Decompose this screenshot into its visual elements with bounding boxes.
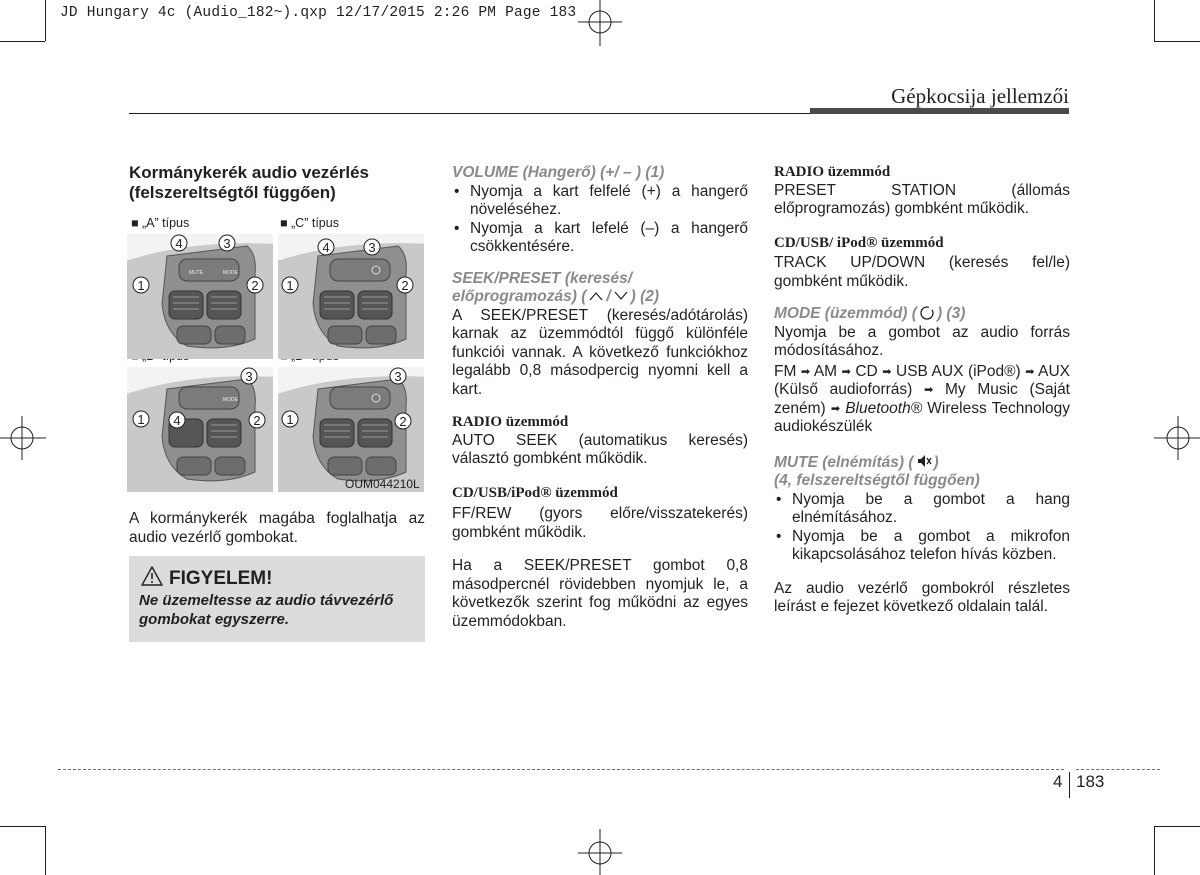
intro-text: A kormánykerék magába foglalhatja az audio vezérlő gombokat.: [129, 510, 425, 546]
radio-mode-heading: RADIO üzemmód: [452, 414, 569, 430]
chain-aux: AUX (Külső audioforrás): [774, 362, 1071, 398]
arrow-icon: ➡: [882, 365, 892, 378]
page-header-title: Gépkocsija jellemzői: [891, 84, 1069, 108]
right-cd-text: TRACK UP/DOWN (keresés fel/le) gombként működik.: [774, 254, 1070, 290]
seek-short-press-text: Ha a SEEK/PRESET gombot 0,8 másodpercnél rövidebben nyomjuk le, a következők szerint fog működni az egyes üzemmódokban.: [452, 557, 748, 630]
callout-a-4: 4: [175, 236, 183, 251]
chain-bluetooth-desc: Wireless Technology audiokészülék: [774, 399, 1070, 435]
left-column: [129, 163, 425, 203]
seek-heading-number: ) (2): [630, 288, 660, 305]
callout-a-2: 2: [251, 278, 259, 293]
footer-dashed-rule-left: [58, 769, 1064, 770]
closing-text: Az audio vezérlő gombokról részletes leírást e fejezet következő oldalain talál.: [774, 579, 1070, 615]
chain-fm: FM: [774, 362, 797, 380]
mode-text: Nyomja be a gombot az audio forrás módosításához.: [774, 323, 1070, 359]
mode-heading-number: ) (3): [936, 305, 966, 322]
arrow-icon: ➡: [830, 402, 841, 415]
footer-dashed-rule-right: [1076, 769, 1160, 770]
crop-mark-bottom-right-h: [1154, 826, 1200, 827]
warning-title: FIGYELEM!: [169, 568, 273, 589]
section-heading-line1: Kormánykerék audio vezérlés: [129, 163, 370, 182]
right-cd-heading: CD/USB/ iPod® üzemmód: [774, 234, 944, 251]
callout-b-2: 2: [253, 413, 261, 428]
svg-text:MUTE: MUTE: [189, 270, 204, 276]
right-radio-heading: RADIO üzemmód: [774, 164, 891, 180]
chevron-down-icon: [614, 291, 628, 301]
file-slug: JD Hungary 4c (Audio_182~).qxp 12/17/2015 2:26 PM Page 183: [60, 5, 577, 21]
callout-a-1: 1: [137, 278, 145, 293]
mode-source-chain: [774, 363, 1070, 437]
chapter-number: 4: [1053, 772, 1063, 791]
registration-mark-right-icon: [1152, 414, 1200, 462]
mute-heading-line2: (4, felszereltségtől függően): [774, 472, 980, 489]
middle-column: [452, 164, 748, 631]
page-number: 183: [1076, 772, 1105, 791]
callout-d-1: 1: [286, 412, 294, 427]
registration-mark-top-icon: [576, 0, 624, 48]
footer-separator: [1069, 772, 1070, 798]
mute-heading: [774, 453, 1070, 473]
cd-mode-text: FF/REW (gyors előre/visszatekerés) gombként működik.: [452, 505, 748, 541]
chain-am: AM: [813, 362, 838, 380]
figure-label-type-c: ■ „C” típus: [280, 216, 339, 230]
crop-mark-top-left-h: [0, 41, 45, 42]
crop-mark-bottom-left-v: [45, 826, 46, 875]
right-column: [774, 163, 1070, 617]
figure-label-type-a: ■ „A” típus: [131, 216, 190, 230]
left-intro: [129, 510, 425, 547]
svg-text:MODE: MODE: [223, 397, 238, 403]
cd-mode-heading: CD/USB/iPod® üzemmód: [452, 484, 618, 501]
arrow-icon: ➡: [841, 365, 851, 378]
mode-cycle-icon: [919, 305, 935, 321]
callout-c-3: 3: [368, 240, 376, 255]
callout-b-3: 3: [245, 369, 253, 384]
crop-mark-top-right-v: [1154, 0, 1155, 41]
volume-bullet-up: • Nyomja a kart felfelé (+) a hangerő növeléséhez.: [452, 183, 748, 220]
mute-heading-close: ): [933, 453, 939, 471]
right-radio-text: PRESET STATION (állomás előprogramozás) gombként működik.: [774, 181, 1070, 217]
chain-cd: CD: [855, 362, 878, 380]
registration-mark-left-icon: [0, 414, 48, 462]
callout-c-1: 1: [286, 278, 294, 293]
crop-mark-top-left-v: [45, 0, 46, 41]
seek-heading-slash: /: [606, 288, 611, 305]
steering-controls-figure: [127, 214, 427, 494]
volume-bullet-down: • Nyomja a kart lefelé (–) a hangerő csökkentésére.: [452, 220, 748, 257]
header-accent-bar: [810, 108, 1069, 114]
chain-usb-aux: USB AUX (iPod®): [896, 362, 1021, 380]
mute-heading-text: MUTE (elnémítás) (: [774, 453, 914, 471]
warning-text: Ne üzemeltesse az audio távvezérlő gombokat egyszerre.: [139, 592, 394, 628]
mute-speaker-icon: [916, 453, 932, 469]
arrow-icon: ➡: [1025, 365, 1035, 378]
svg-text:MODE: MODE: [223, 270, 238, 276]
crop-mark-bottom-right-v: [1154, 826, 1155, 875]
section-heading-line2: (felszereltségtől függően): [129, 183, 336, 202]
chevron-up-icon: [589, 291, 603, 301]
seek-paragraph: A SEEK/PRESET (keresés/adótárolás) karnak az üzemmódtól függő különféle funkciói vannak. A következő funkciókhoz legalább 0,8 másodpercig nyomni kell a kart.: [452, 306, 748, 398]
seek-heading-text: előprogramozás) (: [452, 288, 587, 305]
arrow-icon: ➡: [924, 384, 934, 396]
figure-callouts: [127, 214, 427, 494]
seek-heading-line2: [452, 288, 748, 307]
callout-a-3: 3: [223, 236, 231, 251]
volume-heading: VOLUME (Hangerő) (+/ – ) (1): [452, 164, 665, 181]
chain-bluetooth: Bluetooth®: [845, 399, 923, 417]
section-heading: [129, 163, 425, 203]
callout-d-3: 3: [394, 369, 402, 384]
callout-c-4: 4: [322, 240, 330, 255]
warning-box: [129, 556, 425, 642]
seek-heading-line1: SEEK/PRESET (keresés/: [452, 269, 633, 287]
callout-c-2: 2: [401, 278, 409, 293]
arrow-icon: ➡: [800, 365, 811, 378]
mode-heading-text: MODE (üzemmód) (: [774, 305, 917, 322]
mute-bullet-2: • Nyomja be a gombot a mikrofon kikapcsolásához telefon hívás közben.: [774, 528, 1070, 565]
crop-mark-top-right-h: [1154, 41, 1200, 42]
crop-mark-bottom-left-h: [0, 826, 45, 827]
callout-b-4: 4: [173, 413, 181, 428]
registration-mark-bottom-icon: [576, 827, 624, 875]
figure-code: OUM044210L: [345, 477, 420, 491]
warning-triangle-icon: [141, 566, 163, 586]
mute-bullet-1: • Nyomja be a gombot a hang elnémításához.: [774, 491, 1070, 528]
chain-my-music: My Music (Saját zeném): [774, 381, 1070, 417]
callout-b-1: 1: [137, 412, 145, 427]
callout-d-2: 2: [399, 414, 407, 429]
radio-mode-text: AUTO SEEK (automatikus keresés) választó gombként működik.: [452, 431, 748, 467]
mode-heading: [774, 305, 1070, 324]
